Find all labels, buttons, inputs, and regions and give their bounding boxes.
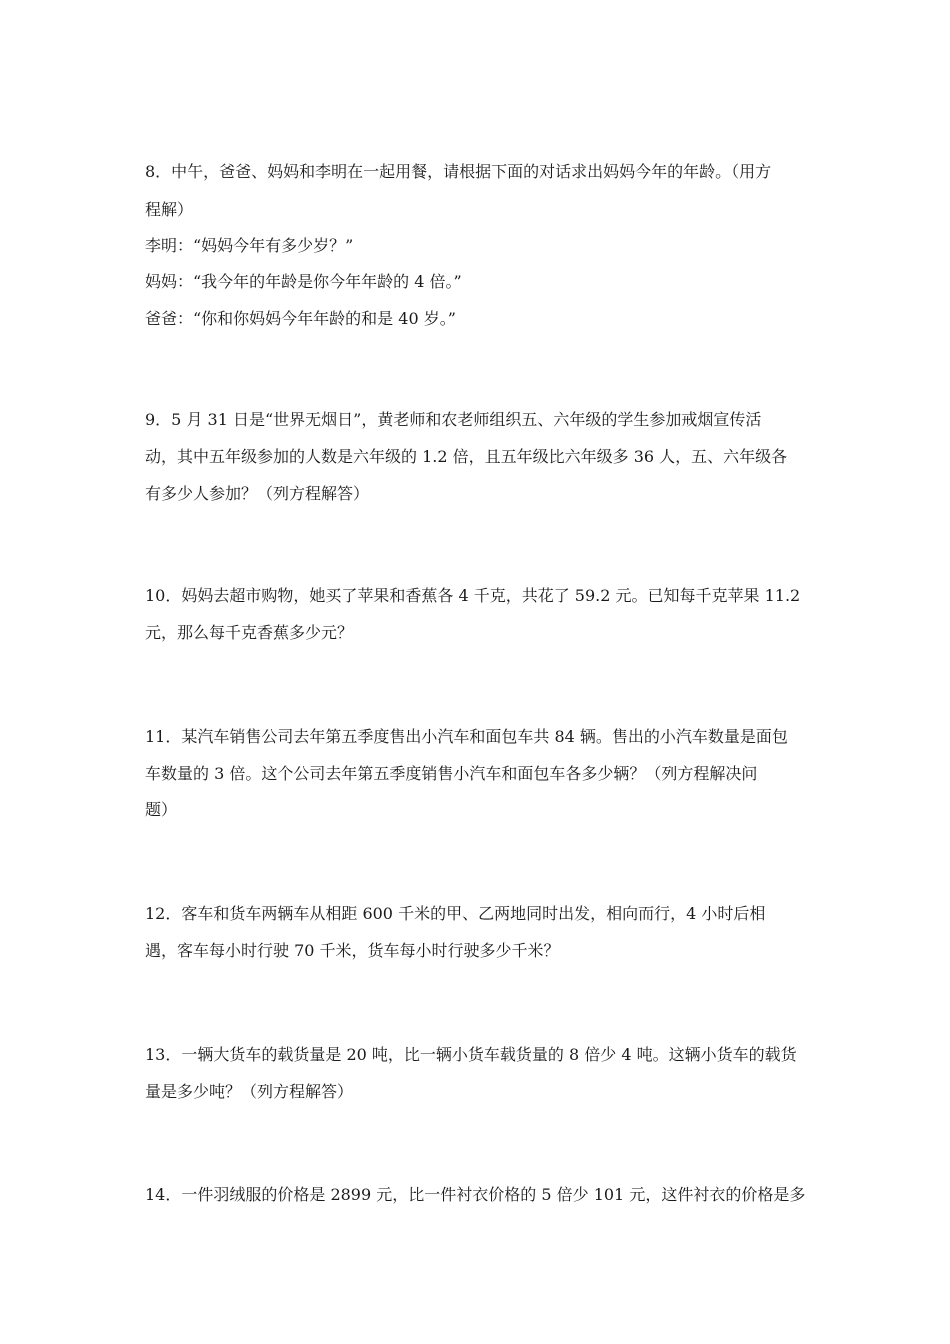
question-line: 8．中午，爸爸、妈妈和李明在一起用餐，请根据下面的对话求出妈妈今年的年龄。（用方 <box>145 162 772 181</box>
question-line: 遇，客车每小时行驶 70 千米，货车每小时行驶多少千米？ <box>145 941 560 960</box>
question-line: 14．一件羽绒服的价格是 2899 元，比一件衬衣价格的 5 倍少 101 元，这件衬衣的价格是多 <box>145 1185 806 1204</box>
question-line: 程解） <box>145 200 194 219</box>
question-line: 有多少人参加？（列方程解答） <box>145 484 370 503</box>
question-line: 妈妈：“我今年的年龄是你今年年龄的 4 倍。” <box>145 272 462 291</box>
question-line: 9．5 月 31 日是“世界无烟日”，黄老师和农老师组织五、六年级的学生参加戒烟宣传活 <box>145 410 762 429</box>
question-line: 13．一辆大货车的载货量是 20 吨，比一辆小货车载货量的 8 倍少 4 吨。这辆小货车的载货 <box>145 1045 797 1064</box>
question-line: 爸爸：“你和你妈妈今年年龄的和是 40 岁。” <box>145 309 456 328</box>
question-line: 李明：“妈妈今年有多少岁？” <box>145 236 354 255</box>
question-line: 11．某汽车销售公司去年第五季度售出小汽车和面包车共 84 辆。售出的小汽车数量是面包 <box>145 727 788 746</box>
question-line: 题） <box>145 800 178 819</box>
question-line: 12．客车和货车两辆车从相距 600 千米的甲、乙两地同时出发，相向而行，4 小时后相 <box>145 904 766 923</box>
question-line: 元，那么每千克香蕉多少元？ <box>145 623 354 642</box>
question-line: 动，其中五年级参加的人数是六年级的 1.2 倍，且五年级比六年级多 36 人，五、六年级各 <box>145 447 788 466</box>
question-line: 车数量的 3 倍。这个公司去年第五季度销售小汽车和面包车各多少辆？（列方程解决问 <box>145 764 758 783</box>
question-line: 量是多少吨？（列方程解答） <box>145 1082 354 1101</box>
question-line: 10．妈妈去超市购物，她买了苹果和香蕉各 4 千克，共花了 59.2 元。已知每千克苹果 11.2 <box>145 586 801 605</box>
